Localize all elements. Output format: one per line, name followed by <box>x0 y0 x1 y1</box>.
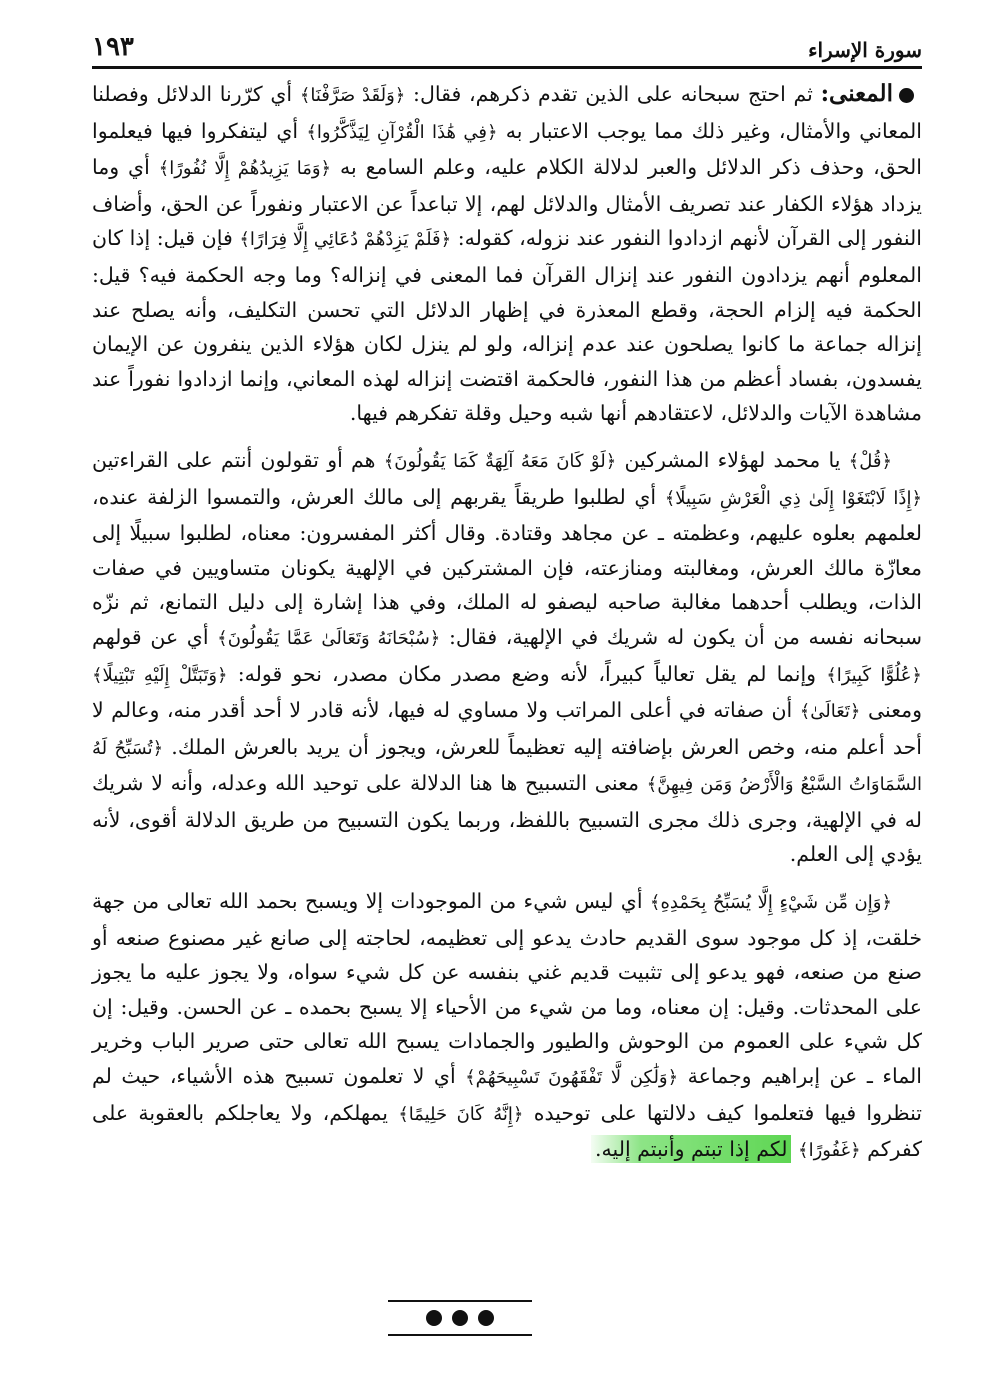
commentary-text: ثم احتج سبحانه على الذين تقدم ذكرهم، فقال: <box>405 82 813 106</box>
commentary-text: أي عن قولهم <box>92 624 218 649</box>
end-ornament <box>388 1300 532 1336</box>
quran-quote: ﴿تَعَالَىٰ﴾ <box>799 701 861 723</box>
quran-quote: ﴿وَلَٰكِن لَّا تَفْقَهُونَ تَسْبِيحَهُمْ﴾ <box>465 1067 679 1089</box>
quran-quote: ﴿سُبْحَانَهُ وَتَعَالَىٰ عَمَّا يَقُولُونَ﴾ <box>217 627 441 649</box>
commentary-text: أي لا تعلمون تسبيح هذه الأشياء، حيث لم تنظروا فيها فتعلموا كيف دلالتها على توحيده <box>92 1064 922 1125</box>
book-page <box>92 32 922 1181</box>
commentary-text: أي كرّرنا الدلائل وفصلنا المعاني والأمثال، وغير ذلك مما يوجب الاعتبار به <box>92 82 922 143</box>
quran-quote: ﴿فِي هَٰذَا الْقُرْآنِ لِيَذَّكَّرُوا﴾ <box>306 121 498 143</box>
surah-name: سورة الإسراء <box>808 38 922 62</box>
commentary-text: يا محمد لهؤلاء المشركين <box>616 447 849 472</box>
quran-quote: ﴿تُسَبِّحُ لَهُ السَّمَاوَاتُ السَّبْعُ وَالْأَرْضُ وَمَن فِيهِنَّ﴾ <box>92 737 923 796</box>
dots-icon <box>388 1302 532 1334</box>
commentary-text: يمهلكم، ولا يعاجلكم بالعقوبة على كفركم <box>92 1100 922 1162</box>
quran-quote: ﴿عُلُوًّا كَبِيرًا﴾ <box>826 664 922 686</box>
quran-quote: ﴿غَفُورًا﴾ <box>798 1140 861 1162</box>
commentary-text: أن صفاته في أعلى المراتب ولا مساوي له فيها، لأنه قادر لا أحد أقدر منه، وعالم لا أحد أعلم منه، وخص العرش بإضافته إليه تعظيماً للعرش، ويجوز أن يريد بالعرش الملك. <box>92 698 922 759</box>
commentary-body <box>92 77 922 1169</box>
highlighted-text: لكم إذا تبتم وأنبتم إليه. <box>591 1135 791 1163</box>
paragraph-meaning <box>92 77 922 431</box>
divider-line <box>388 1334 532 1336</box>
commentary-text: فإن قيل: إذا كان المعلوم أنهم يزدادون النفور عند إنزال القرآن فما المعنى في إنزاله؟ وما وجه الحكمة فيه؟ قيل: الحكمة فيه إلزام الحجة، وقطع المعذرة في إظهار الدلائل التي تحسن التكليف، وأنه يصلح عند إنزاله جماعة ما كانوا يصلحون عند عدم إنزاله، ولو لم ينزل لكان هؤلاء الذين ينفرون عن الإيمان يفسدون، بفساد أعظم من هذا النفور، فالحكمة اقتضت إنزاله لهذه المعاني، وإنما ازدادوا نفوراً عند مشاهدة الآيات والدلائل، لاعتقادهم أنها شبه وحيل وقلة تفكرهم فيها. <box>92 226 922 426</box>
commentary-text: أي وما يزداد هؤلاء الكفار عند تصريف الأمثال والدلائل لهم، إلا تباعداً عن الاعتبار ونفوراً عن الحق، وأضاف النفور إلى القرآن لأنهم ازدادوا النفور عند نزوله، كقوله: <box>92 155 922 251</box>
quran-quote: ﴿وَتَبَتَّلْ إِلَيْهِ تَبْتِيلًا﴾ <box>92 664 228 686</box>
page-header <box>92 32 922 69</box>
commentary-text: هم أو تقولون أنتم على القراءتين <box>92 447 384 472</box>
commentary-text: أي ليس شيء من الموجودات إلا ويسبح بحمد الله تعالى من جهة خلقت، إذ كل موجود سوى القديم حادث يدعو إلى تعظيمه، لحاجته إلى صانع غير مصنوع صنعه أو صنع من صنعه، فهو يدعو إلى تثبيت قديم غني بنفسه عن كل شيء سواه، ولا يجوز عليه ما يجوز على المحدثات. وقيل: إن معناه، وما من شيء من الأحياء إلا يسبح بحمده ـ عن الحسن. وقيل: إن كل شيء على العموم من الوحوش والطيور والجمادات يسبح الله تعالى حتى صرير الباب وخرير الماء ـ عن إبراهيم وجماعة <box>92 889 922 1089</box>
quran-quote: ﴿وَمَا يَزِيدُهُمْ إِلَّا نُفُورًا﴾ <box>158 158 332 180</box>
paragraph-glorify <box>92 884 922 1169</box>
commentary-text: وإنما لم يقل تعالياً كبيراً، لأنه وضع مصدر مكان مصدر، نحو قوله: <box>227 661 827 686</box>
bullet-icon <box>899 88 914 103</box>
quran-quote: ﴿فَلَمْ يَزِدْهُمْ دُعَائِي إِلَّا فِرَارًا﴾ <box>239 229 452 251</box>
quran-quote: ﴿إِذًا لَابْتَغَوْا إِلَىٰ ذِي الْعَرْشِ سَبِيلًا﴾ <box>664 487 922 509</box>
quran-quote: ﴿إِنَّهُ كَانَ حَلِيمًا﴾ <box>398 1103 524 1125</box>
quran-quote: ﴿لَوْ كَانَ مَعَهُ آلِهَةٌ كَمَا يَقُولُونَ﴾ <box>383 450 617 472</box>
page-number: ١٩٣ <box>92 32 134 62</box>
quran-quote: ﴿وَلَقَدْ صَرَّفْنَا﴾ <box>299 85 406 106</box>
quran-quote: ﴿وَإِن مِّن شَيْءٍ إِلَّا يُسَبِّحُ بِحَمْدِهِ﴾ <box>649 892 892 914</box>
commentary-text: معنى التسبيح ها هنا الدلالة على توحيد الله وعدله، وأنه لا شريك له في الإلهية، وجرى ذلك مجرى التسبيح باللفظ، وربما يكون التسبيح من طريق الدلالة أقوى، لأنه يؤدي إلى العلم. <box>92 771 922 867</box>
paragraph-say <box>92 443 922 872</box>
commentary-text: أي لطلبوا طريقاً يقربهم إلى مالك العرش، والتمسوا الزلفة عنده، لعلمهم بعلوه عليهم، وعظمته ـ عن مجاهد وقتادة. وقال أكثر المفسرون: معناه، لطلبوا سبيلًا إلى معازّة مالك العرش، ومغالبته ومنازعته، فإن المشتركين في الإلهية يكونان متساويين في صفات الذات، ويطلب أحدهما مغالبة صاحبه ليصفو له الملك، وفي هذا إشارة إلى دليل التمانع، ثم نزّه سبحانه نفسه من أن يكون له شريك في الإلهية، فقال: <box>92 484 923 649</box>
quran-quote: ﴿قُلْ﴾ <box>848 450 893 472</box>
section-lead: المعنى: <box>820 80 893 107</box>
commentary-text: أي ليتفكروا فيها فيعلموا الحق، وحذف ذكر الدلائل والعبر لدلالة الكلام عليه، وعلم السامع به <box>92 118 922 180</box>
commentary-text: ومعنى <box>860 698 923 723</box>
